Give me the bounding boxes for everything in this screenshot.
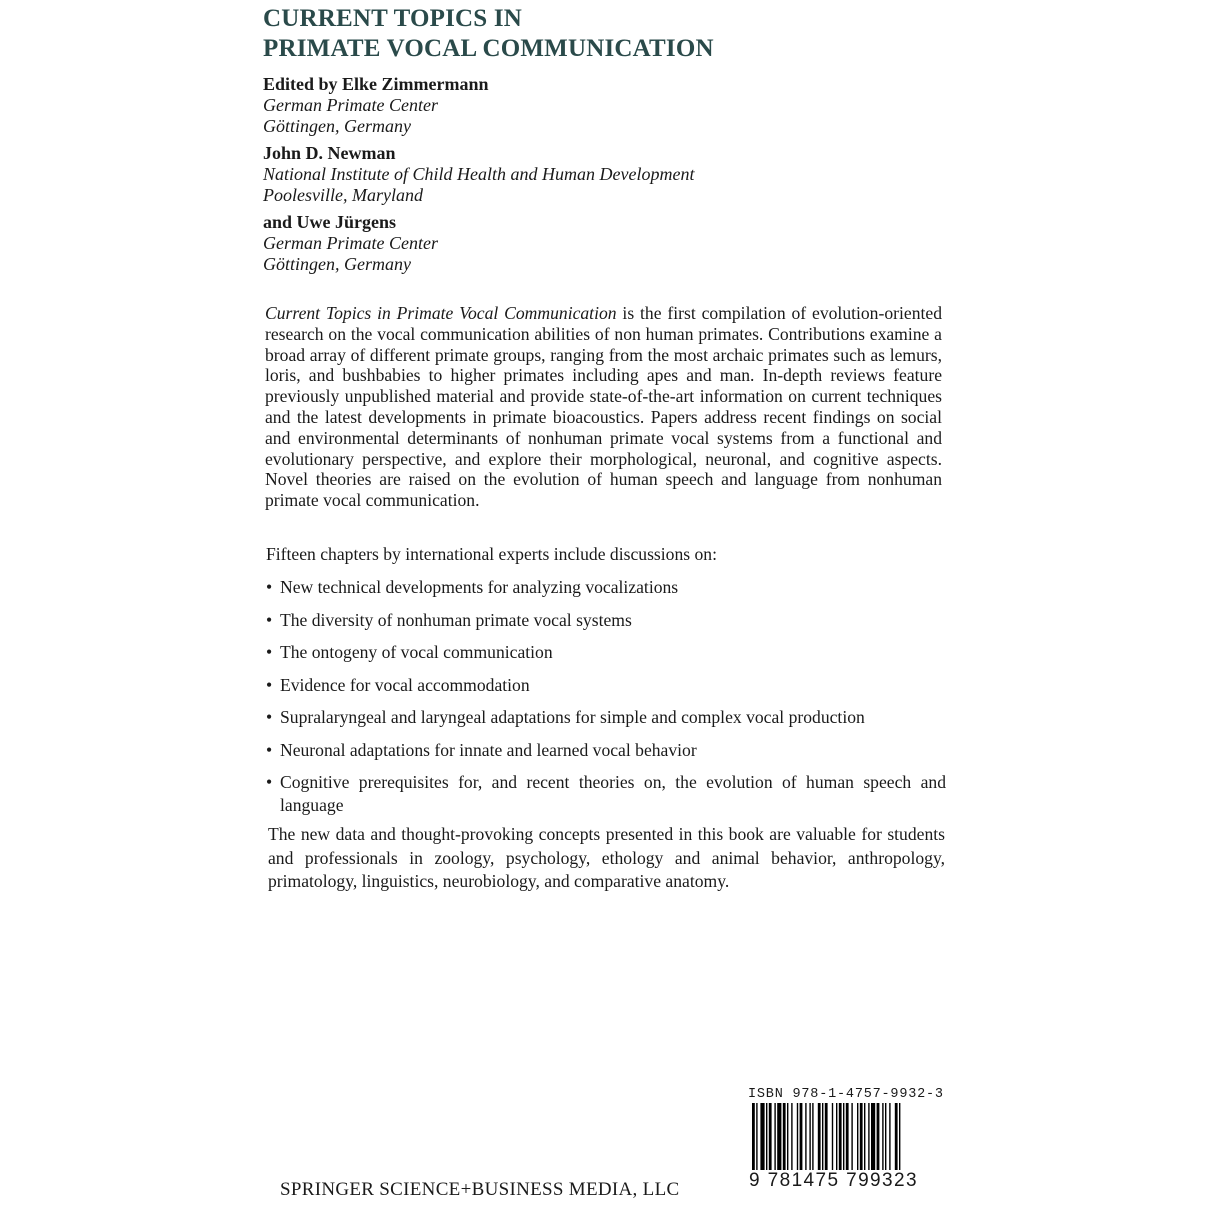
editors-list <box>263 74 694 281</box>
barcode-bar <box>877 1103 880 1176</box>
description-book-title: Current Topics in Primate Vocal Communication <box>265 303 617 323</box>
barcode-bar <box>864 1103 865 1176</box>
list-item-text: Neuronal adaptations for innate and learned vocal behavior <box>280 739 697 760</box>
editor-name: and Uwe Jürgens <box>263 212 397 232</box>
barcode-bar <box>766 1103 767 1176</box>
editor-name: John D. Newman <box>263 143 396 163</box>
barcode-bar <box>843 1103 844 1176</box>
list-item <box>266 674 946 697</box>
list-item-text: Supralaryngeal and laryngeal adaptations for simple and complex vocal production <box>280 707 865 727</box>
description-text: is the first compilation of evolution-oriented research on the vocal communication abilities of non human primates. Contributions examine a broad array of different primate groups, ranging from the most archaic primates such as lemurs, loris, and bushbabies to higher primates including apes and man. In-depth reviews feature previously unpublished material and provide state-of-the-art information on current techniques and the latest developments in primate bioacoustics. Papers address recent findings on social and environmental determinants of nonhuman primate vocal systems from a functional and evolutionary perspective, and explore their morphological, neuronal, and cognitive aspects. Novel theories are raised on the evolution of human speech and language from nonhuman primate vocal communication. <box>265 303 942 511</box>
barcode-bar <box>822 1103 823 1176</box>
bullet-icon: • <box>266 674 273 695</box>
list-item-text: Cognitive prerequisites for, and recent theories on, the evolution of human speech and language <box>280 772 946 815</box>
barcode-bar <box>769 1103 772 1176</box>
bullet-icon: • <box>266 739 273 760</box>
barcode-bar <box>805 1103 806 1176</box>
book-title <box>263 4 714 64</box>
barcode-bar <box>818 1103 821 1176</box>
list-item <box>266 706 946 729</box>
barcode-bar <box>836 1103 837 1176</box>
barcode-bar <box>791 1103 792 1176</box>
barcode-bar <box>899 1103 900 1176</box>
bullet-icon: • <box>266 707 273 727</box>
editor-affiliation: National Institute of Child Health and Human Development <box>263 164 695 184</box>
barcode-bar <box>825 1103 828 1176</box>
bullet-icon: • <box>266 609 273 630</box>
bullet-icon: • <box>266 772 273 792</box>
editor-name: Edited by Elke Zimmermann <box>263 74 489 94</box>
barcode-bar <box>889 1103 890 1176</box>
list-item <box>266 576 946 599</box>
bullet-icon: • <box>266 642 273 662</box>
editor-location: Göttingen, Germany <box>263 116 411 136</box>
barcode-bar <box>885 1103 886 1176</box>
chapters-intro: Fifteen chapters by international experts include discussions on: <box>266 544 717 564</box>
barcode-bar <box>860 1103 863 1176</box>
list-item-text: Evidence for vocal accommodation <box>280 674 530 695</box>
barcode-bar <box>752 1103 755 1176</box>
barcode-bar <box>882 1103 883 1176</box>
list-item-text: The ontogeny of vocal communication <box>280 642 553 662</box>
barcode-bar <box>787 1103 788 1176</box>
barcode-bar <box>800 1103 803 1176</box>
list-item <box>266 641 946 664</box>
barcode-bar <box>851 1103 852 1176</box>
editor-location: Göttingen, Germany <box>263 254 411 274</box>
editor-3 <box>263 212 694 275</box>
editor-affiliation: German Primate Center <box>263 95 438 115</box>
book-description <box>265 303 942 511</box>
topics-list <box>266 576 946 827</box>
closing-paragraph: The new data and thought-provoking concepts presented in this book are valuable for students and professionals in zoology, psychology, ethology and animal behavior, anthropology, primatology, linguistics, neurobiology, and comparative anatomy. <box>268 824 945 891</box>
barcode-bar <box>783 1103 786 1176</box>
editor-location: Poolesville, Maryland <box>263 185 423 205</box>
bullet-icon: • <box>266 577 273 597</box>
barcode-bar <box>797 1103 798 1176</box>
barcode-bar <box>895 1103 898 1176</box>
list-item <box>266 609 946 632</box>
title-line-2: PRIMATE VOCAL COMMUNICATION <box>263 35 714 62</box>
barcode-bar <box>774 1103 775 1176</box>
barcode-number: 9 781475 799323 <box>749 1170 918 1191</box>
barcode-bar <box>846 1103 849 1176</box>
barcode-bar <box>857 1103 858 1176</box>
barcode-bar <box>812 1103 813 1176</box>
barcode-bar <box>777 1103 781 1176</box>
barcode-bar <box>839 1103 842 1176</box>
list-item <box>266 771 946 817</box>
list-item-text: New technical developments for analyzing vocalizations <box>280 577 679 597</box>
editor-affiliation: German Primate Center <box>263 233 438 253</box>
barcode-bar <box>760 1103 764 1176</box>
barcode-bar <box>868 1103 869 1176</box>
barcode-image <box>752 1103 944 1176</box>
isbn-label: ISBN 978-1-4757-9932-3 <box>748 1087 944 1102</box>
title-line-1: CURRENT TOPICS IN <box>263 5 523 32</box>
barcode-bar <box>809 1103 810 1176</box>
editor-2 <box>263 143 694 206</box>
barcode-bar <box>756 1103 757 1176</box>
barcode-bar <box>871 1103 875 1176</box>
list-item <box>266 739 946 762</box>
editor-1 <box>263 74 694 137</box>
publisher-name: SPRINGER SCIENCE+BUSINESS MEDIA, LLC <box>280 1179 680 1200</box>
barcode-bar <box>832 1103 833 1176</box>
list-item-text: The diversity of nonhuman primate vocal systems <box>280 609 632 630</box>
